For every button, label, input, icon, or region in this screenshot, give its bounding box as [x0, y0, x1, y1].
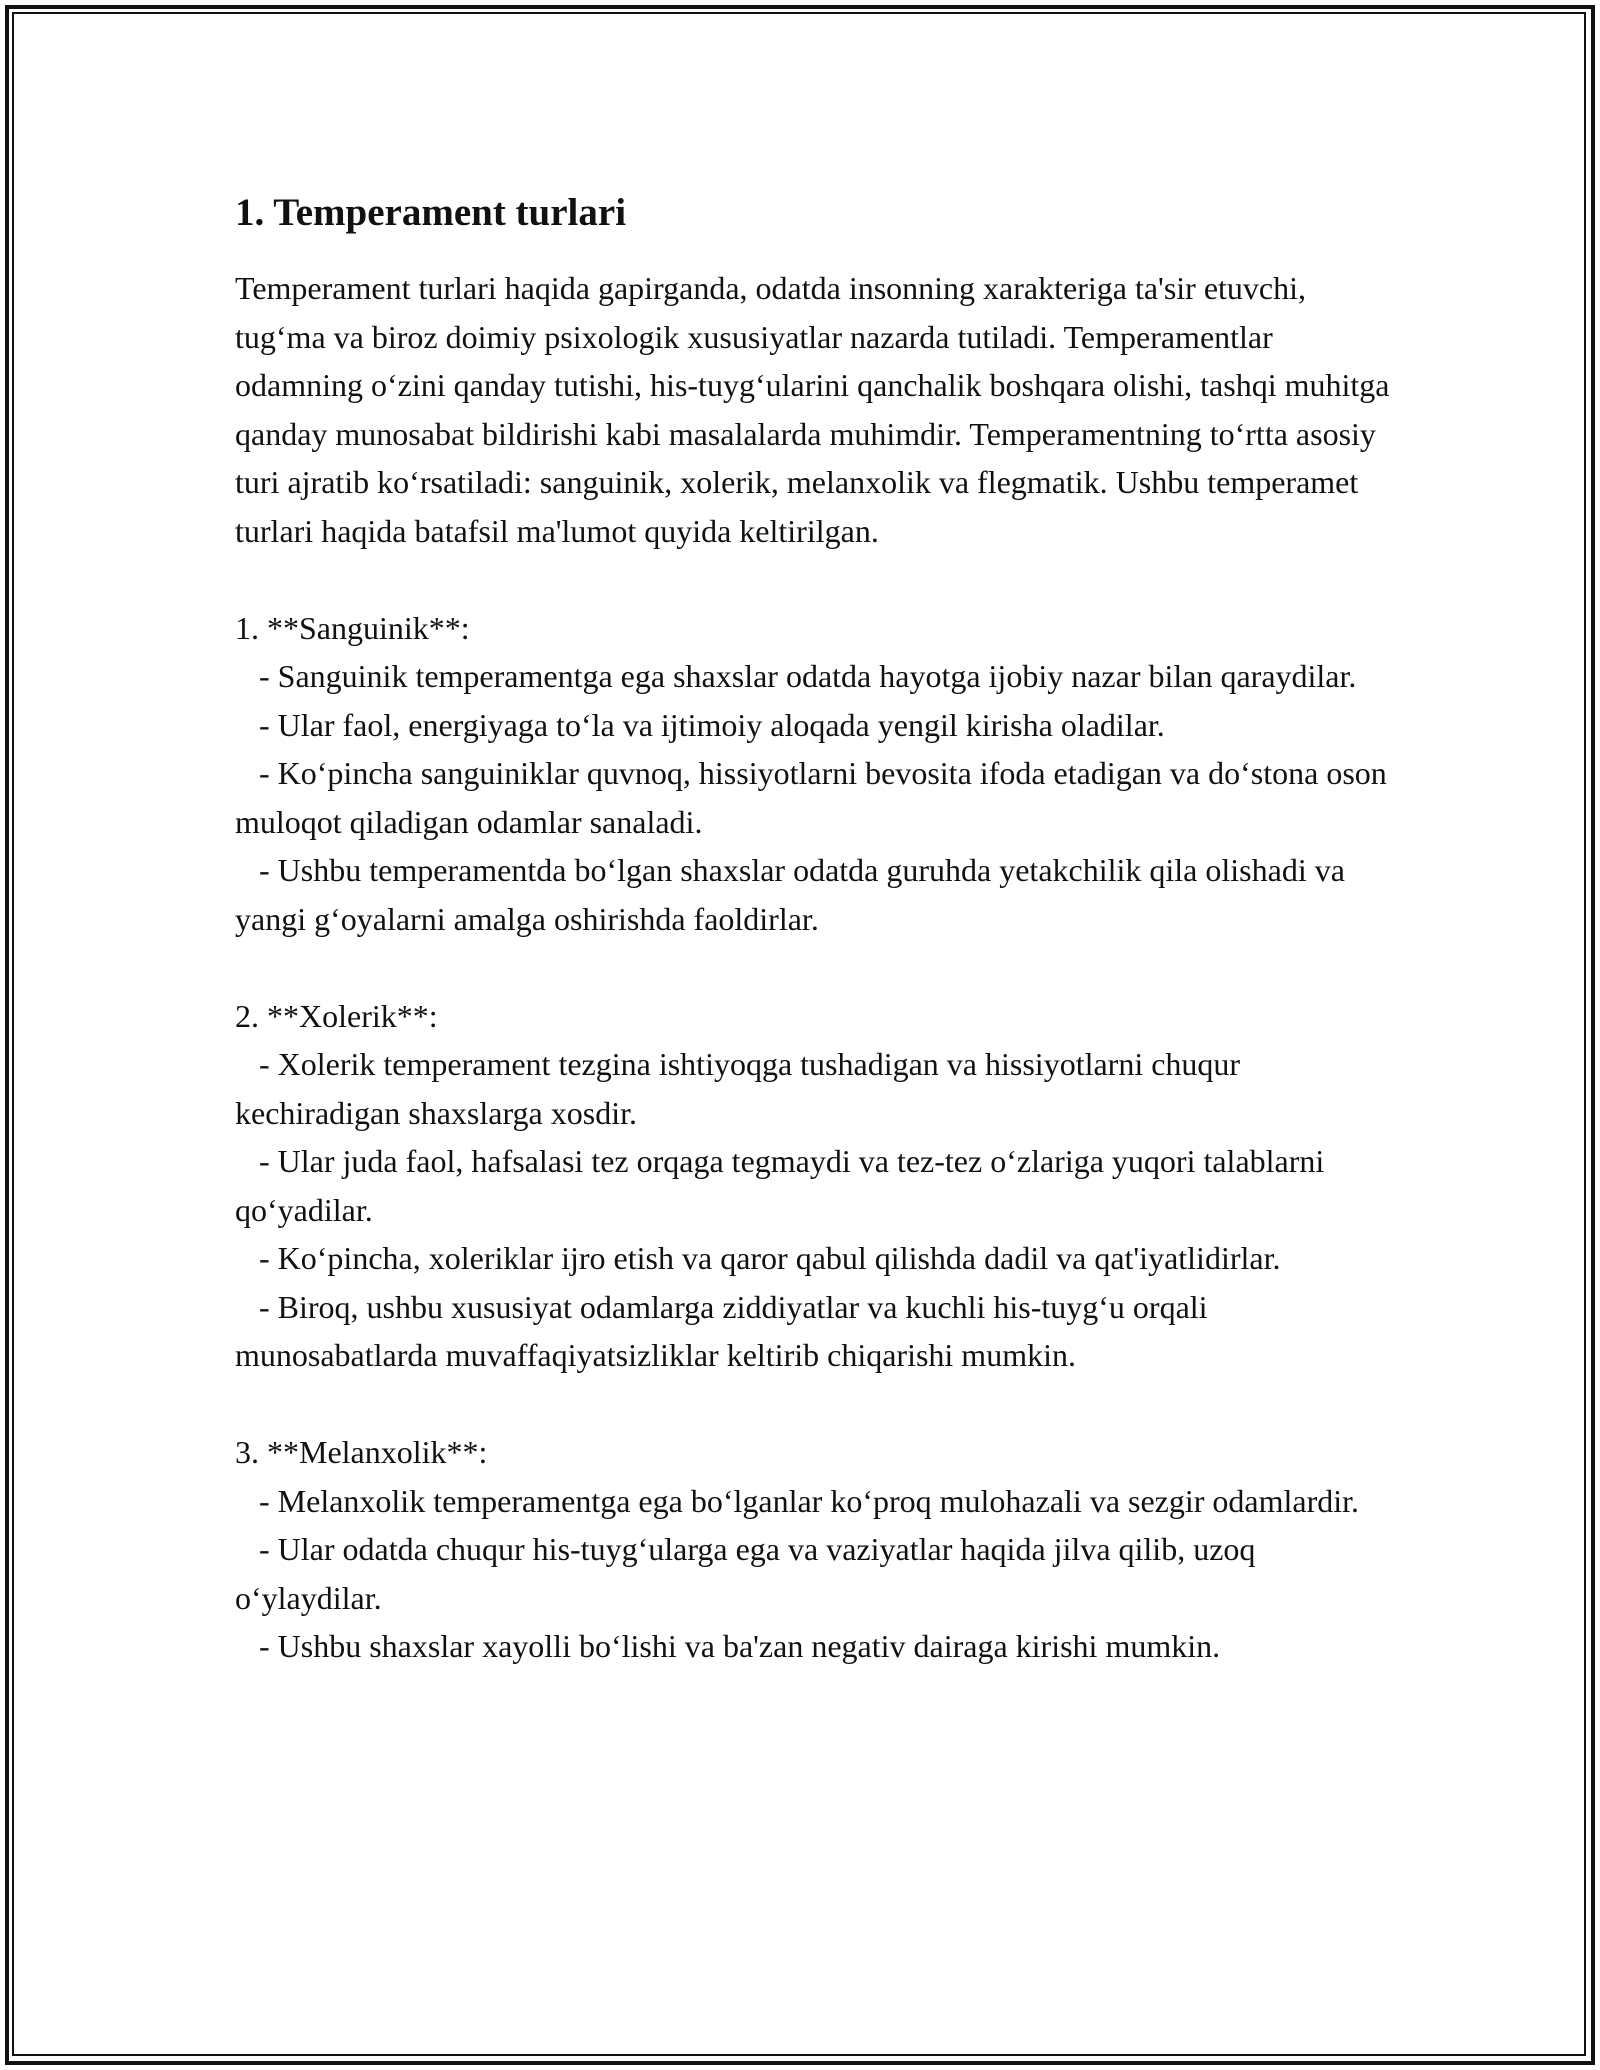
section-heading: 3. **Melanxolik**:	[235, 1434, 488, 1470]
list-item: - Ular juda faol, hafsalasi tez orqaga tegmaydi va tez-tez o‘zlariga yuqori talablarni qo‘yadilar.	[235, 1143, 1333, 1228]
document-title: 1. Temperament turlari	[235, 191, 627, 234]
list-item: - Xolerik temperament tezgina ishtiyoqga tushadigan va hissiyotlarni chuqur kechiradigan shaxslarga xosdir.	[235, 1046, 1249, 1131]
list-item: - Ko‘pincha, xoleriklar ijro etish va qaror qabul qilishda dadil va qat'iyatlidirlar.	[235, 1240, 1281, 1276]
list-item: - Biroq, ushbu xususiyat odamlarga ziddiyatlar va kuchli his-tuyg‘u orqali munosabatlarda muvaffaqiyatsizliklar keltirib chiqarishi mumkin.	[235, 1288, 1216, 1373]
intro-paragraph: Temperament turlari haqida gapirganda, odatda insonning xarakteriga ta'sir etuvchi, tug‘ma va biroz doimiy psixologik xususiyatlar nazarda tutiladi. Temperamentlar odamning o‘zini qanday tutishi, his-tuyg‘ularini qanchalik boshqara olishi, tashqi muhitga qanday munosabat bildirishi kabi masalalarda muhimdir. Temperamentning to‘rtta asosiy turi ajratib ko‘rsatiladi: sanguinik, xolerik, melanxolik va flegmatik. Ushbu temperamet turlari haqida batafsil ma'lumot quyida keltirilgan.	[235, 270, 1390, 549]
section-heading: 2. **Xolerik**:	[235, 997, 438, 1034]
list-item: - Sanguinik temperamentga ega shaxslar odatda hayotga ijobiy nazar bilan qaraydilar.	[235, 658, 1357, 694]
list-item: - Ular faol, energiyaga to‘la va ijtimoiy aloqada yengil kirisha oladilar.	[235, 706, 1165, 743]
list-item: - Ko‘pincha sanguiniklar quvnoq, hissiyotlarni bevosita ifoda etadigan va do‘stona oson muloqot qiladigan odamlar sanaladi.	[235, 755, 1395, 840]
section-heading: 1. **Sanguinik**:	[235, 609, 470, 646]
list-item: - Ushbu temperamentda bo‘lgan shaxslar odatda guruhda yetakchilik qila olishadi va yangi g‘oyalarni amalga oshirishda faoldirlar.	[235, 852, 1353, 937]
section-sanguinik	[235, 604, 1395, 944]
document-page	[235, 188, 1395, 1671]
section-xolerik	[235, 992, 1395, 1380]
list-item: - Melanxolik temperamentga ega bo‘lganlar ko‘proq mulohazali va sezgir odamlardir.	[235, 1482, 1360, 1519]
list-item: - Ular odatda chuqur his-tuyg‘ularga ega va vaziyatlar haqida jilva qilib, uzoq o‘ylaydilar.	[235, 1531, 1264, 1616]
list-item: - Ushbu shaxslar xayolli bo‘lishi va ba'zan negativ dairaga kirishi mumkin.	[235, 1628, 1221, 1664]
section-melanxolik	[235, 1428, 1395, 1671]
